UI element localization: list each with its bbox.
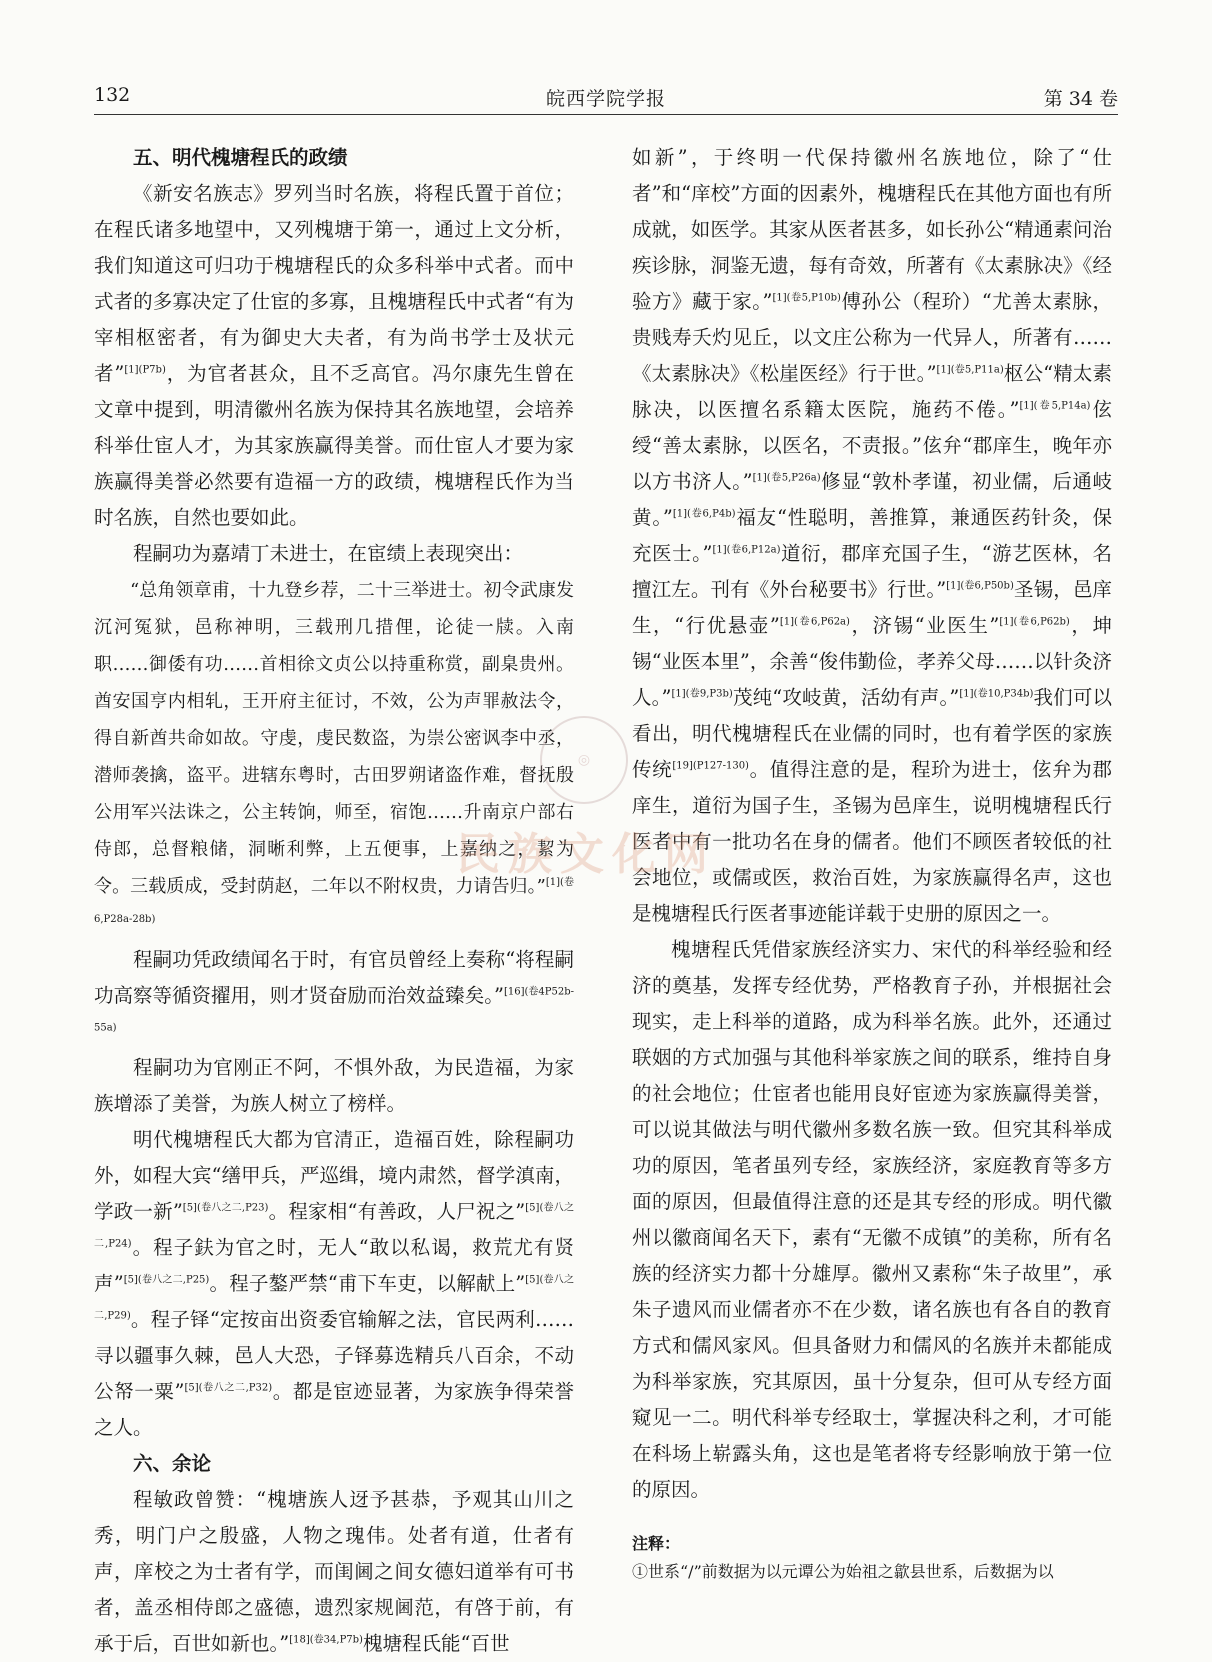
journal-name: 皖西学院学报 xyxy=(545,88,666,110)
left-column xyxy=(94,140,574,1662)
watermark: 民族文化网 xyxy=(456,829,716,880)
paragraph: 程嗣功为官刚正不阿，不惧外敌，为民造福，为家族增添了美誉，为族人树立了榜样。 xyxy=(94,1056,574,1115)
paragraph: 程嗣功为嘉靖丁未进士，在宦绩上表现突出： xyxy=(133,542,524,565)
volume-label: 第 34 卷 xyxy=(1043,88,1118,110)
paragraph: 如新”，于终明一代保持徽州名族地位，除了“仕者”和“庠校”方面的因素外，槐塘程氏在其他方面也有所成就，如医学。其家从医者甚多，如长孙公“精通素问治疾诊脉，洞鉴无遗，每有奇效，所著有《太素脉决》《经验方》藏于家。”$^{[1](卷5,P10b)}$傅孙公（程玠）“尤善太素脉，贵贱寿夭灼见丘，以文庄公称为一代异人，所著有……《太素脉决》《松崖医经》行于世。”$^{[1](卷5,P11a)}$枢公“精太素脉决，以医擅名系籍太医院，施药不倦。”$^{[1](卷5,P14a)}$伭绶“善太素脉，以医名，不责报。”伭弁“郡庠生，晚年亦以方书济人。”$^{[1](卷5,P26a)}$修显“敦朴孝谨，初业儒，后通岐黄。”$^{[1](卷6,P4b)}$福友“性聪明，善推算，兼通医药针灸，保充医士。”$^{[1](卷6,P12a)}$道衍，郡庠充国子生，“游艺医林，名擅江左。刊有《外台秘要书》行世。”$^{[1](卷6,P50b)}$圣锡，邑庠生，“行优悬壶”$^{[1](卷6,P62a)}$，济锡“业医生”$^{[1](卷6,P62b)}$，坤锡“业医本里”，余善“俊伟勤俭，孝养父母……以针灸济人。”$^{[1](卷9,P3b)}$茂纯“攻岐黄，活幼有声。”$^{[1](卷10,P34b)}$我们可以看出，明代槐塘程氏在业儒的同时，也有着学医的家族传统$^{[19](P127-130)}$。值得注意的是，程玠为进士，伭弁为郡庠生，道衍为国子生，圣锡为邑庠生，说明槐塘程氏行医者中有一批功名在身的儒者。他们不顾医者较低的社会地位，或儒或医，救治百姓，为家族赢得名声，这也是槐塘程氏行医者事迹能详载于史册的原因之一。 xyxy=(632,146,1112,925)
section-heading-5: 五、明代槐塘程氏的政绩 xyxy=(133,146,348,169)
running-header xyxy=(94,84,1118,115)
paragraph: 程嗣功凭政绩闻名于时，有官员曾经上奏称“将程嗣功高察等循资擢用，则才贤奋励而治效益臻矣。”$^{[16](卷4P52b-55a)}$ xyxy=(94,948,574,1034)
section-heading-6: 六、余论 xyxy=(133,1452,212,1475)
page-number: 132 xyxy=(94,84,131,106)
paragraph: 槐塘程氏凭借家族经济实力、宋代的科举经验和经济的奠基，发挥专经优势，严格教育子孙，并根据社会现实，走上科举的道路，成为科举名族。此外，还通过联姻的方式加强与其他科举家族之间的联系，维持自身的社会地位；仕宦者也能用良好宦迹为家族赢得美誉，可以说其做法与明代徽州多数名族一致。但究其科举成功的原因，笔者虽列专经，家族经济，家庭教育等多方面的原因，但最值得注意的还是其专经的形成。明代徽州以徽商闻名天下，素有“无徽不成镇”的美称，所有名族的经济实力都十分雄厚。徽州又素称“朱子故里”，承朱子遗风而业儒者亦不在少数，诸名族也有各自的教育方式和儒风家风。但具备财力和儒风的名族并未都能成为科举家族，究其原因，虽十分复杂，但可从专经方面窥见一二。明代科举专经取士，掌握决科之利，才可能在科场上崭露头角，这也是笔者将专经影响放于第一位的原因。 xyxy=(632,938,1112,1501)
block-quote: “总角领章甫，十九登乡荐，二十三举进士。初令武康发沉河冤狱，邑称神明，三载刑几措俚，论徒一牍。入南职……御倭有功……首相徐文贞公以持重称赏，副臬贵州。酋安国亨内相轧，王开府主征讨，不效，公为声罪赦法令，得自新酋共命如故。守虔，虔民数盗，为崇公密讽李中丞，潜师袭擒，盗平。进辖东粤时，古田罗朔诸盗作难，督抚殷公用军兴法诛之，公主转饷，师至，宿饱……升南京户部右侍郎，总督粮储，洞晰利弊，上五便事，上嘉纳之，絜为令。三载质成，受封荫赵，二年以不附权贵，力请告归。”$^{[1](卷6,P28a-28b)}$ xyxy=(94,580,574,925)
note-item: ①世系“/”前数据为以元谭公为始祖之歙县世系，后数据为以 xyxy=(632,1562,1054,1581)
library-seal-stamp: ◎ xyxy=(540,716,628,804)
paragraph: 《新安名族志》罗列当时名族，将程氏置于首位；在程氏诸多地望中，又列槐塘于第一，通过上文分析，我们知道这可归功于槐塘程氏的众多科举中式者。而中式者的多寡决定了仕宦的多寡，且槐塘程氏中式者“有为宰相枢密者，有为御史大夫者，有为尚书学士及状元者”$^{[1](P7b)}$，为官者甚众，且不乏高官。冯尔康先生曾在文章中提到，明清徽州名族为保持其名族地望，会培养科举仕宦人才，为其家族赢得美誉。而仕宦人才要为家族赢得美誉必然要有造福一方的政绩，槐塘程氏作为当时名族，自然也要如此。 xyxy=(94,182,574,529)
paragraph: 明代槐塘程氏大都为官清正，造福百姓，除程嗣功外，如程大宾“缮甲兵，严巡缉，境内肃然，督学滇南，学政一新”$^{[5](卷八之二,P23)}$。程家相“有善政，人尸祝之”$^{[5](卷八之二,P24)}$。程子鈇为官之时，无人“敢以私谒，救荒尤有贤声”$^{[5](卷八之二,P25)}$。程子鏊严禁“甫下车吏，以解献上”$^{[5](卷八之二,P29)}$。程子铎“定按亩出资委官输解之法，官民两利……寻以疆事久棘，邑人大恐，子铎募选精兵八百余，不动公帑一粟”$^{[5](卷八之二,P32)}$。都是宦迹显著，为家族争得荣誉之人。 xyxy=(94,1128,574,1439)
paragraph: 程敏政曾赞：“槐塘族人迓予甚恭，予观其山川之秀，明门户之殷盛，人物之瑰伟。处者有道，仕者有声，庠校之为士者有学，而闺阃之间女德妇道举有可书者，盖丞相侍郎之盛德，遗烈家规阃范，有啓于前，有承于后，百世如新也。”$^{[18](卷34,P7b)}$槐塘程氏能“百世 xyxy=(94,1488,574,1655)
right-column xyxy=(632,140,1112,1586)
notes-heading: 注释： xyxy=(632,1534,681,1553)
